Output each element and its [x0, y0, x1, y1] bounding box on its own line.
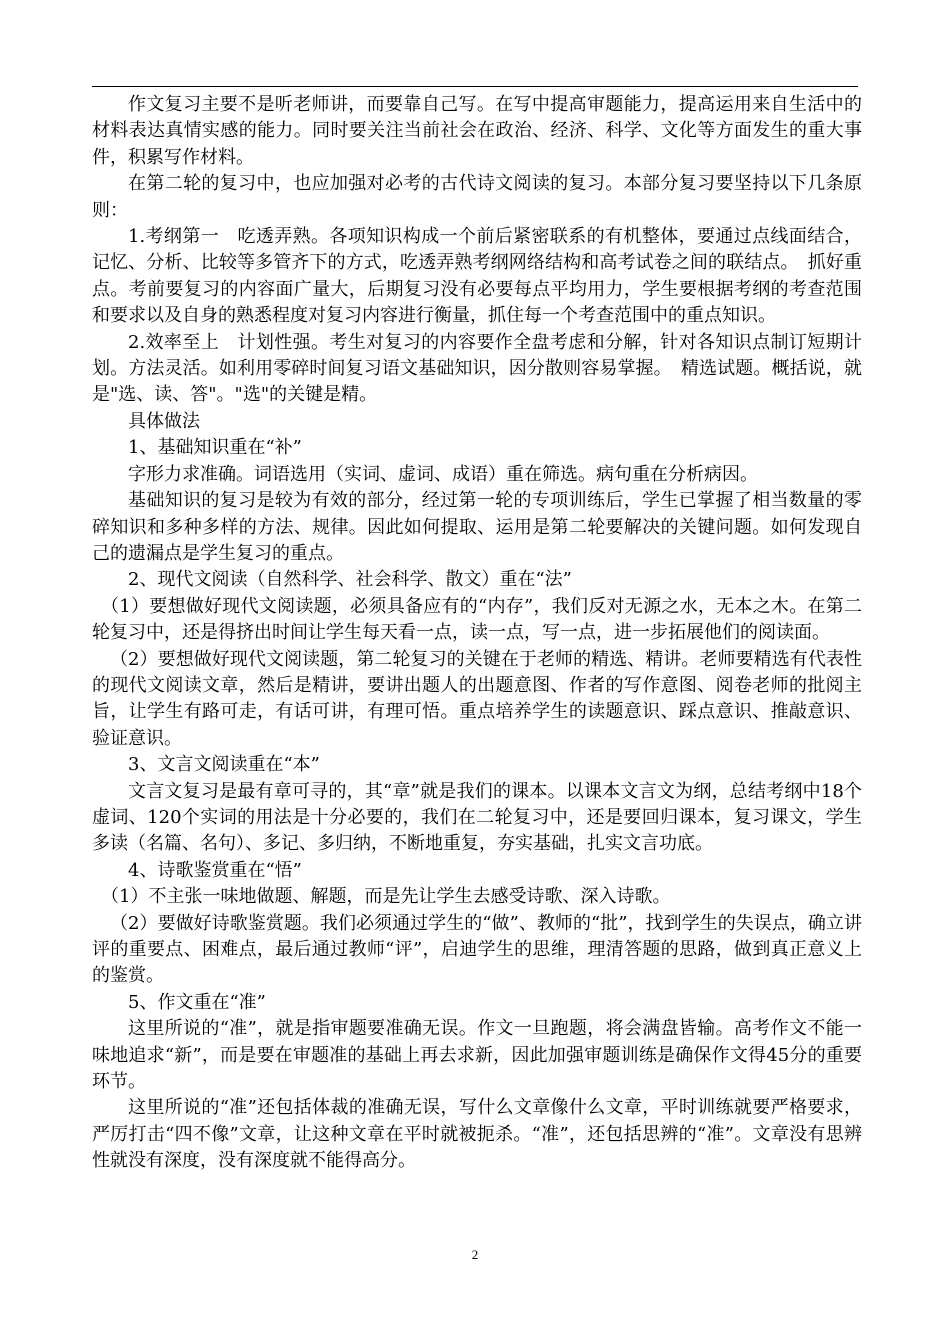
paragraph: 字形力求准确。词语选用（实词、虚词、成语）重在筛选。病句重在分析病因。	[128, 463, 758, 485]
section-heading: 2、现代文阅读（自然科学、社会科学、散文）重在“法”	[128, 569, 572, 591]
page-number: 2	[471, 1247, 479, 1262]
section-heading: 1、基础知识重在“补”	[128, 437, 302, 459]
paragraph: 文言文复习是最有章可寻的，其“章”就是我们的课本。以课本文言文为纲，总结考纲中18个虚词、120个实词的用法是十分必要的，我们在二轮复习中，还是要回归课本，复习课文，学生多读（名篇、名句）、多记、多归纳，不断地重复，夯实基础，扎实文言功底。	[92, 780, 862, 855]
paragraph: 这里所说的“准”，就是指审题要准确无误。作文一旦跑题，将会满盘皆输。高考作文不能一味地追求“新”，而是要在审题准的基础上再去求新，因此加强审题训练是确保作文得45分的重要环节。	[92, 1018, 862, 1093]
section-heading: 具体做法	[128, 410, 200, 432]
paragraph: 2.效率至上 计划性强。考生对复习的内容要作全盘考虑和分解，针对各知识点制订短期计划。方法灵活。如利用零碎时间复习语文基础知识，因分散则容易掌握。 精选试题。概括说，就是"选、读、答"。"选"的关键是精。	[92, 331, 862, 406]
paragraph: （1）不主张一味地做题、解题，而是先让学生去感受诗歌、深入诗歌。	[101, 886, 671, 908]
section-heading: 4、诗歌鉴赏重在“悟”	[128, 859, 302, 881]
paragraph: 基础知识的复习是较为有效的部分，经过第一轮的专项训练后，学生已掌握了相当数量的零碎知识和多种多样的方法、规律。因此如何提取、运用是第二轮要解决的关键问题。如何发现自己的遗漏点是学生复习的重点。	[92, 490, 862, 564]
paragraph: （1）要想做好现代文阅读题，必须具备应有的“内存”，我们反对无源之水，无本之木。在第二轮复习中，还是得挤出时间让学生每天看一点，读一点，写一点，进一步拓展他们的阅读面。	[92, 595, 862, 644]
paragraph: 1.考纲第一 吃透弄熟。各项知识构成一个前后紧密联系的有机整体，要通过点线面结合，记忆、分析、比较等多管齐下的方式，吃透弄熟考纲网络结构和高考试卷之间的联结点。 抓好重点。考前要复习的内容面广量大，后期复习没有必要每点平均用力，学生要根据考纲的考查范围和要求以及自身的熟悉程度对复习内容进行衡量，抓住每一个考查范围中的重点知识。	[92, 226, 862, 327]
header-rule	[92, 86, 858, 87]
paragraph: （2）要做好诗歌鉴赏题。我们必须通过学生的“做”、教师的“批”，找到学生的失误点，确立讲评的重要点、困难点，最后通过教师“评”，启迪学生的思维，理清答题的思路，做到真正意义上的鉴赏。	[92, 912, 862, 987]
paragraph: 在第二轮的复习中，也应加强对必考的古代诗文阅读的复习。本部分复习要坚持以下几条原则：	[92, 173, 862, 221]
paragraph: 作文复习主要不是听老师讲，而要靠自己写。在写中提高审题能力，提高运用来自生活中的材料表达真情实感的能力。同时要关注当前社会在政治、经济、科学、文化等方面发生的重大事件，积累写作材料。	[92, 94, 862, 168]
paragraph: 这里所说的“准”还包括体裁的准确无误，写什么文章像什么文章，平时训练就要严格要求，严厉打击“四不像”文章，让这种文章在平时就被扼杀。“准”，还包括思辨的“准”。文章没有思辨性就没有深度，没有深度就不能得高分。	[92, 1097, 862, 1172]
section-heading: 5、作文重在“准”	[128, 991, 266, 1013]
body-text	[92, 92, 862, 1175]
section-heading: 3、文言文阅读重在“本”	[128, 754, 320, 776]
paragraph: （2）要想做好现代文阅读题，第二轮复习的关键在于老师的精选、精讲。老师要精选有代表性的现代文阅读文章，然后是精讲，要讲出题人的出题意图、作者的写作意图、阅卷老师的批阅主旨，让学生有路可走，有话可讲，有理可悟。重点培养学生的读题意识、踩点意识、推敲意识、验证意识。	[92, 648, 862, 749]
